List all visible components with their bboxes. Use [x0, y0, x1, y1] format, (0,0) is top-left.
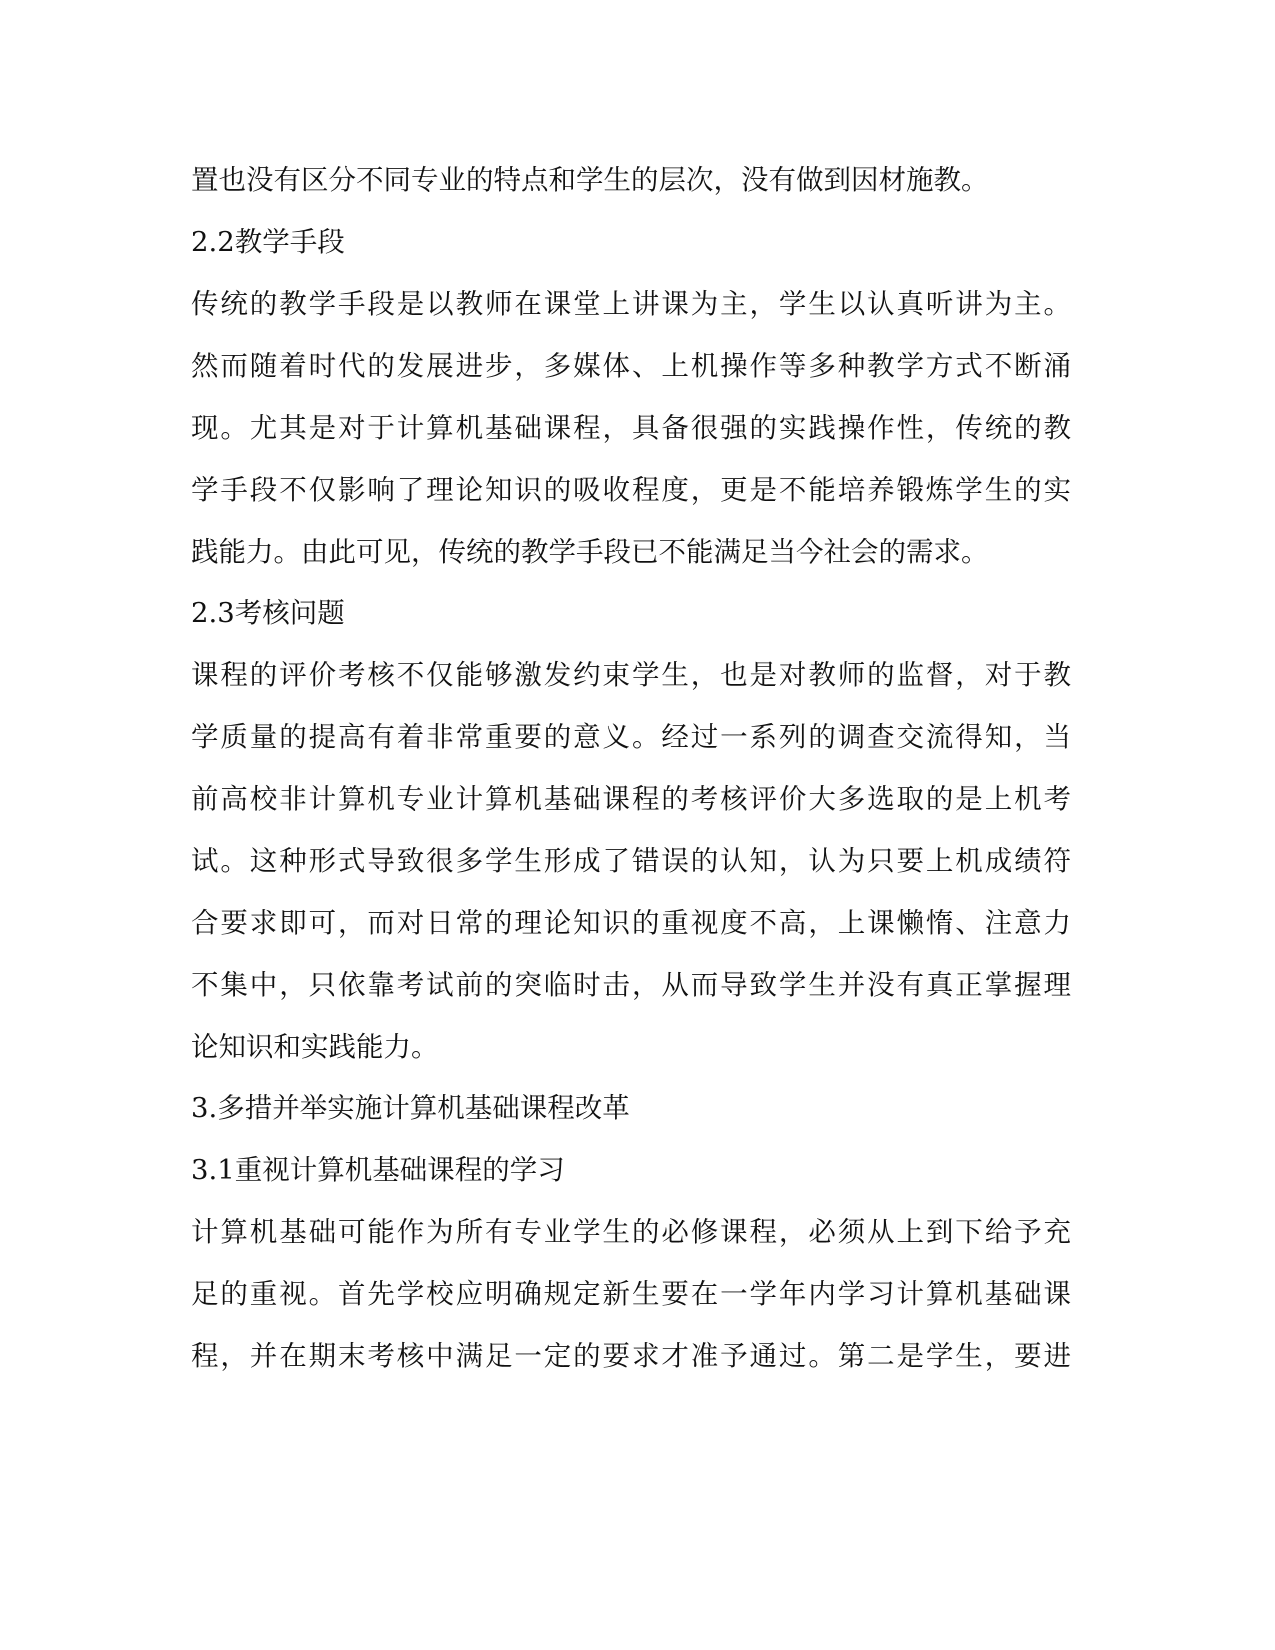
paragraph-line: 计算机基础可能作为所有专业学生的必修课程，必须从上到下给予充	[191, 1216, 1071, 1248]
paragraph-line: 程，并在期末考核中满足一定的要求才准予通过。第二是学生，要进	[191, 1340, 1071, 1372]
paragraph-line: 论知识和实践能力。	[191, 1031, 439, 1063]
paragraph-line: 传统的教学手段是以教师在课堂上讲课为主，学生以认真听讲为主。	[191, 288, 1071, 320]
paragraph-line: 学手段不仅影响了理论知识的吸收程度，更是不能培养锻炼学生的实	[191, 474, 1071, 506]
section-heading-3: 3.多措并举实施计算机基础课程改革	[191, 1092, 630, 1124]
paragraph-line: 践能力。由此可见，传统的教学手段已不能满足当今社会的需求。	[191, 536, 989, 568]
paragraph-line: 现。尤其是对于计算机基础课程，具备很强的实践操作性，传统的教	[191, 412, 1071, 444]
paragraph-line: 学质量的提高有着非常重要的意义。经过一系列的调查交流得知，当	[191, 721, 1071, 753]
paragraph-line: 课程的评价考核不仅能够激发约束学生，也是对教师的监督，对于教	[191, 659, 1071, 691]
paragraph-line: 足的重视。首先学校应明确规定新生要在一学年内学习计算机基础课	[191, 1278, 1071, 1310]
section-heading-3-1: 3.1重视计算机基础课程的学习	[191, 1154, 565, 1186]
paragraph-line: 置也没有区分不同专业的特点和学生的层次，没有做到因材施教。	[191, 164, 989, 196]
paragraph-line: 合要求即可，而对日常的理论知识的重视度不高，上课懒惰、注意力	[191, 907, 1071, 939]
paragraph-line: 然而随着时代的发展进步，多媒体、上机操作等多种教学方式不断涌	[191, 350, 1071, 382]
paragraph-line: 试。这种形式导致很多学生形成了错误的认知，认为只要上机成绩符	[191, 845, 1071, 877]
section-heading-2-2: 2.2教学手段	[191, 226, 345, 258]
paragraph-line: 前高校非计算机专业计算机基础课程的考核评价大多选取的是上机考	[191, 783, 1071, 815]
paragraph-line: 不集中，只依靠考试前的突临时击，从而导致学生并没有真正掌握理	[191, 969, 1071, 1001]
section-heading-2-3: 2.3考核问题	[191, 597, 345, 629]
